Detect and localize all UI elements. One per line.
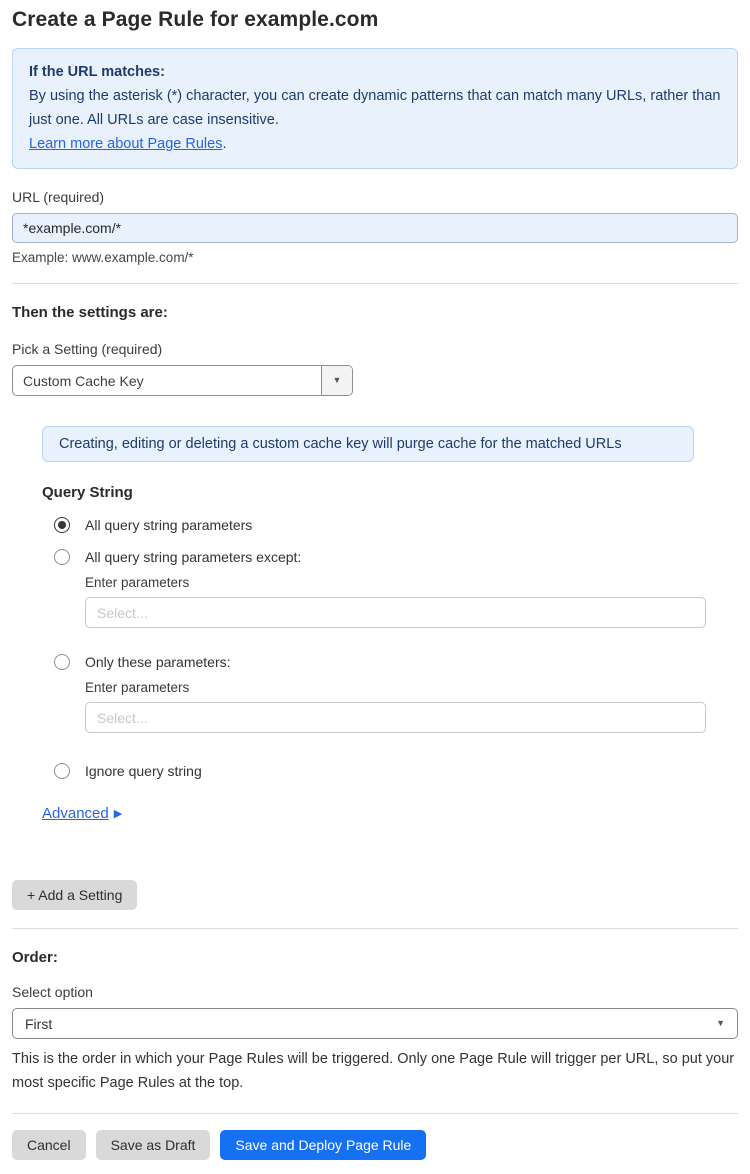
url-input[interactable] bbox=[12, 213, 738, 243]
url-example-text: Example: www.example.com/* bbox=[12, 250, 194, 265]
info-box-link-line bbox=[29, 132, 721, 156]
save-and-deploy-button[interactable]: Save and Deploy Page Rule bbox=[220, 1130, 426, 1160]
radio-label: All query string parameters bbox=[85, 517, 253, 533]
chevron-down-icon: ▼ bbox=[716, 1018, 725, 1028]
enter-parameters-label: Enter parameters bbox=[85, 575, 190, 590]
link-suffix: . bbox=[222, 136, 227, 152]
setting-select-arrow-button[interactable] bbox=[321, 366, 352, 395]
learn-more-link[interactable]: Learn more about Page Rules bbox=[29, 136, 223, 152]
info-box-body: By using the asterisk (*) character, you can create dynamic patterns that can match many URLs, rather than just one. All URLs are case insensitive. bbox=[29, 88, 721, 128]
radio-button-icon[interactable] bbox=[54, 517, 70, 533]
footer-actions bbox=[12, 1130, 738, 1160]
order-select[interactable] bbox=[12, 1008, 738, 1039]
radio-ignore-query-string[interactable] bbox=[54, 763, 738, 779]
add-setting-button[interactable]: + Add a Setting bbox=[12, 880, 137, 910]
radio-label: Ignore query string bbox=[85, 763, 202, 779]
page-title: Create a Page Rule for example.com bbox=[12, 8, 379, 31]
radio-all-query-params[interactable] bbox=[54, 517, 738, 533]
cancel-button[interactable]: Cancel bbox=[12, 1130, 86, 1160]
url-label: URL (required) bbox=[12, 189, 105, 205]
advanced-link[interactable] bbox=[42, 805, 122, 822]
advanced-link-label: Advanced bbox=[42, 805, 109, 822]
order-heading: Order: bbox=[12, 949, 58, 966]
divider bbox=[12, 928, 738, 929]
enter-parameters-label: Enter parameters bbox=[85, 680, 190, 695]
chevron-right-icon: ▶ bbox=[113, 808, 123, 820]
radio-only-these-params[interactable] bbox=[54, 654, 738, 670]
radio-label: All query string parameters except: bbox=[85, 549, 302, 565]
cache-key-notice: Creating, editing or deleting a custom cache key will purge cache for the matched URLs bbox=[42, 426, 694, 462]
divider bbox=[12, 283, 738, 284]
only-parameters-input[interactable] bbox=[85, 702, 706, 733]
setting-select[interactable] bbox=[12, 365, 353, 396]
save-as-draft-button[interactable]: Save as Draft bbox=[96, 1130, 211, 1160]
radio-button-icon[interactable] bbox=[54, 549, 70, 565]
divider bbox=[12, 1113, 738, 1114]
order-select-label: Select option bbox=[12, 984, 93, 1000]
radio-label: Only these parameters: bbox=[85, 654, 231, 670]
order-description: This is the order in which your Page Rules will be triggered. Only one Page Rule will trigger per URL, so put your most specific Page Rules at the top. bbox=[12, 1051, 735, 1091]
pick-setting-label: Pick a Setting (required) bbox=[12, 341, 163, 357]
radio-all-params-except[interactable] bbox=[54, 549, 738, 565]
order-select-value: First bbox=[25, 1015, 53, 1032]
url-match-info-box bbox=[12, 48, 738, 169]
chevron-down-icon: ▼ bbox=[332, 375, 342, 385]
radio-button-icon[interactable] bbox=[54, 763, 70, 779]
info-box-heading: If the URL matches: bbox=[29, 64, 165, 80]
settings-heading: Then the settings are: bbox=[12, 304, 168, 321]
radio-button-icon[interactable] bbox=[54, 654, 70, 670]
except-parameters-input[interactable] bbox=[85, 597, 706, 628]
query-string-heading: Query String bbox=[42, 484, 133, 501]
setting-select-value: Custom Cache Key bbox=[23, 372, 144, 389]
